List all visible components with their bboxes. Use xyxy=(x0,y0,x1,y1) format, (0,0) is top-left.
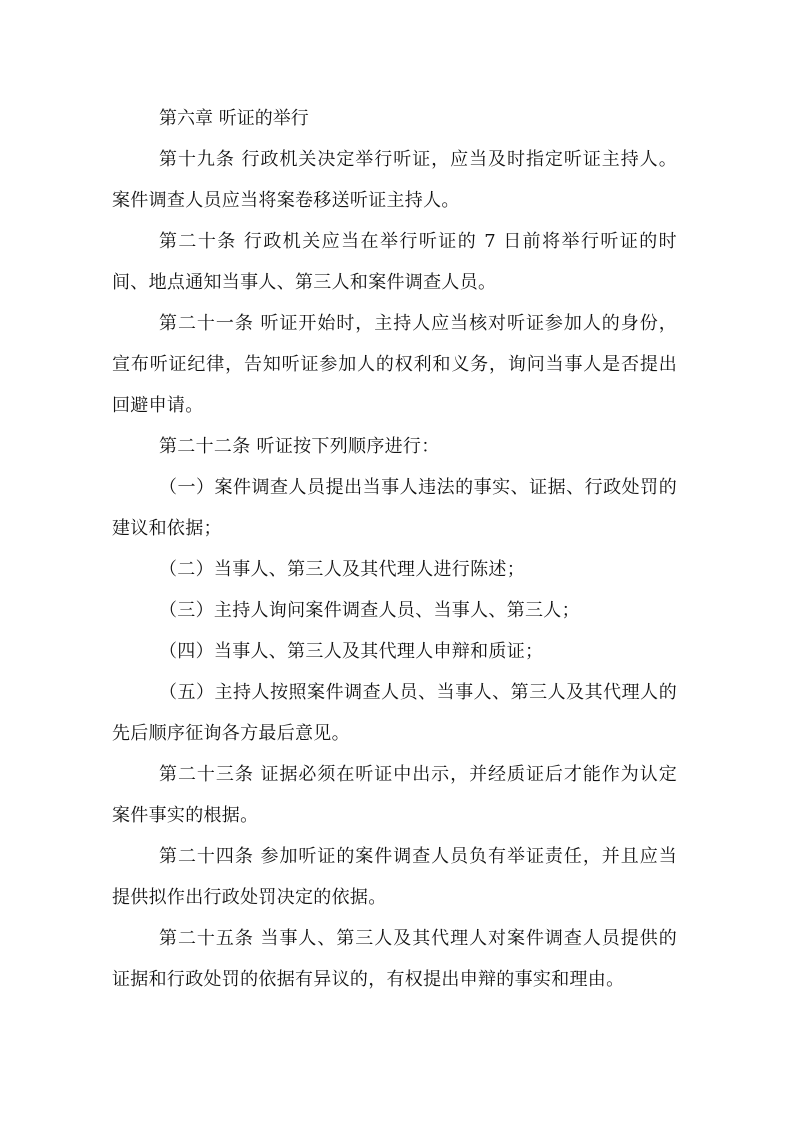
article-25: 第二十五条 当事人、第三人及其代理人对案件调查人员提供的证据和行政处罚的依据有异议的，有权提出申辩的事实和理由。 xyxy=(112,928,677,990)
article-22-item-5: （五）主持人按照案件调查人员、当事人、第三人及其代理人的先后顺序征询各方最后意见。 xyxy=(112,682,677,744)
article-19: 第十九条 行政机关决定举行听证，应当及时指定听证主持人。案件调查人员应当将案卷移送听证主持人。 xyxy=(112,149,677,211)
article-24: 第二十四条 参加听证的案件调查人员负有举证责任，并且应当提供拟作出行政处罚决定的依据。 xyxy=(112,846,677,908)
article-22-item-4: （四）当事人、第三人及其代理人申辩和质证； xyxy=(159,641,544,662)
article-20: 第二十条 行政机关应当在举行听证的 7 日前将举行听证的时间、地点通知当事人、第三人和案件调查人员。 xyxy=(112,231,677,293)
article-22-item-2: （二）当事人、第三人及其代理人进行陈述； xyxy=(159,559,525,580)
document-body xyxy=(112,98,677,1000)
article-22-item-1: （一）案件调查人员提出当事人违法的事实、证据、行政处罚的建议和依据； xyxy=(112,477,677,539)
article-22: 第二十二条 听证按下列顺序进行： xyxy=(159,436,440,457)
chapter-title: 第六章 听证的举行 xyxy=(159,108,309,129)
article-21: 第二十一条 听证开始时，主持人应当核对听证参加人的身份，宣布听证纪律，告知听证参加人的权利和义务，询问当事人是否提出回避申请。 xyxy=(112,313,677,416)
article-23: 第二十三条 证据必须在听证中出示，并经质证后才能作为认定案件事实的根据。 xyxy=(112,764,677,826)
article-22-item-3: （三）主持人询问案件调查人员、当事人、第三人； xyxy=(159,600,580,621)
